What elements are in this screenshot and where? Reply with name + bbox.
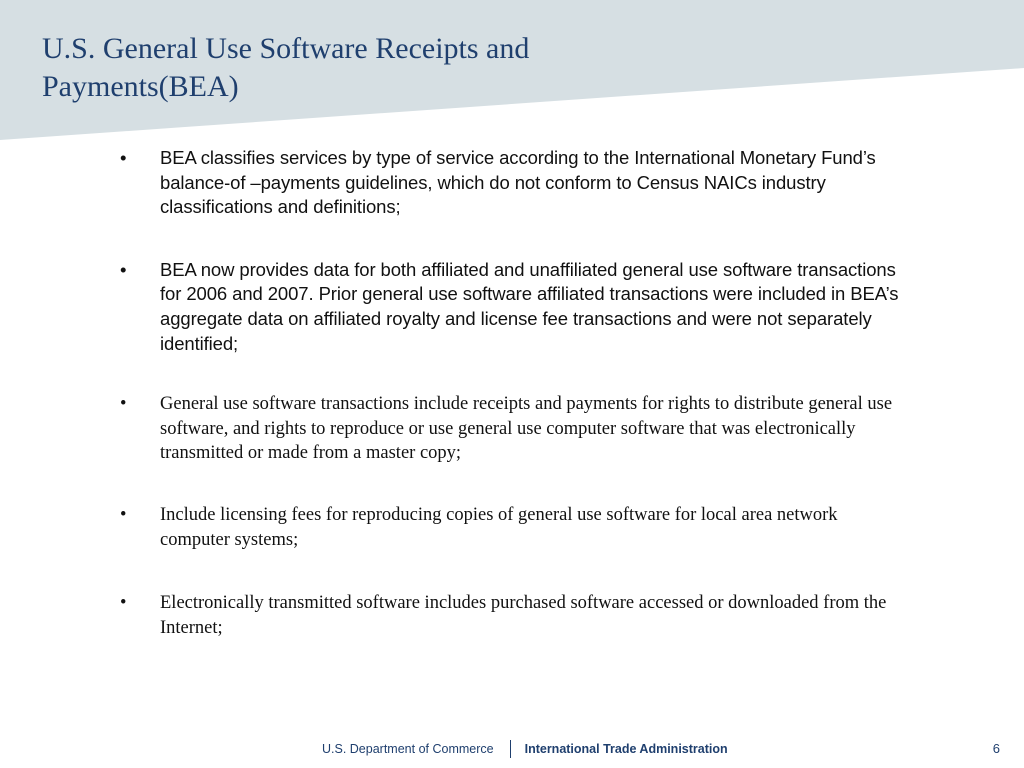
bullet-item: • Electronically transmitted software includes purchased software accessed or downloaded from the Internet; xyxy=(118,591,908,640)
bullet-item: • BEA classifies services by type of service according to the International Monetary Fund’s balance-of –payments guidelines, which do not conform to Census NAICs industry classifications and definitions; xyxy=(118,146,908,220)
bullet-item: • General use software transactions include receipts and payments for rights to distribute general use software, and rights to reproduce or use general use computer software that was electronically transmitted or made from a master copy; xyxy=(118,392,908,466)
footer-divider xyxy=(510,740,511,758)
bullet-item: • Include licensing fees for reproducing copies of general use software for local area network computer systems; xyxy=(118,503,908,552)
bullet-list xyxy=(118,146,908,640)
footer-agency: International Trade Administration xyxy=(524,742,728,756)
slide-number: 6 xyxy=(992,741,1000,756)
footer xyxy=(322,739,728,759)
bullet-item: • BEA now provides data for both affiliated and unaffiliated general use software transactions for 2006 and 2007. Prior general use software affiliated transactions were included in BEA’s aggregate data on affiliated royalty and license fee transactions and were not separately identified; xyxy=(118,258,908,356)
footer-department: U.S. Department of Commerce xyxy=(322,742,494,756)
slide-title: U.S. General Use Software Receipts and Payments(BEA) xyxy=(42,32,530,103)
